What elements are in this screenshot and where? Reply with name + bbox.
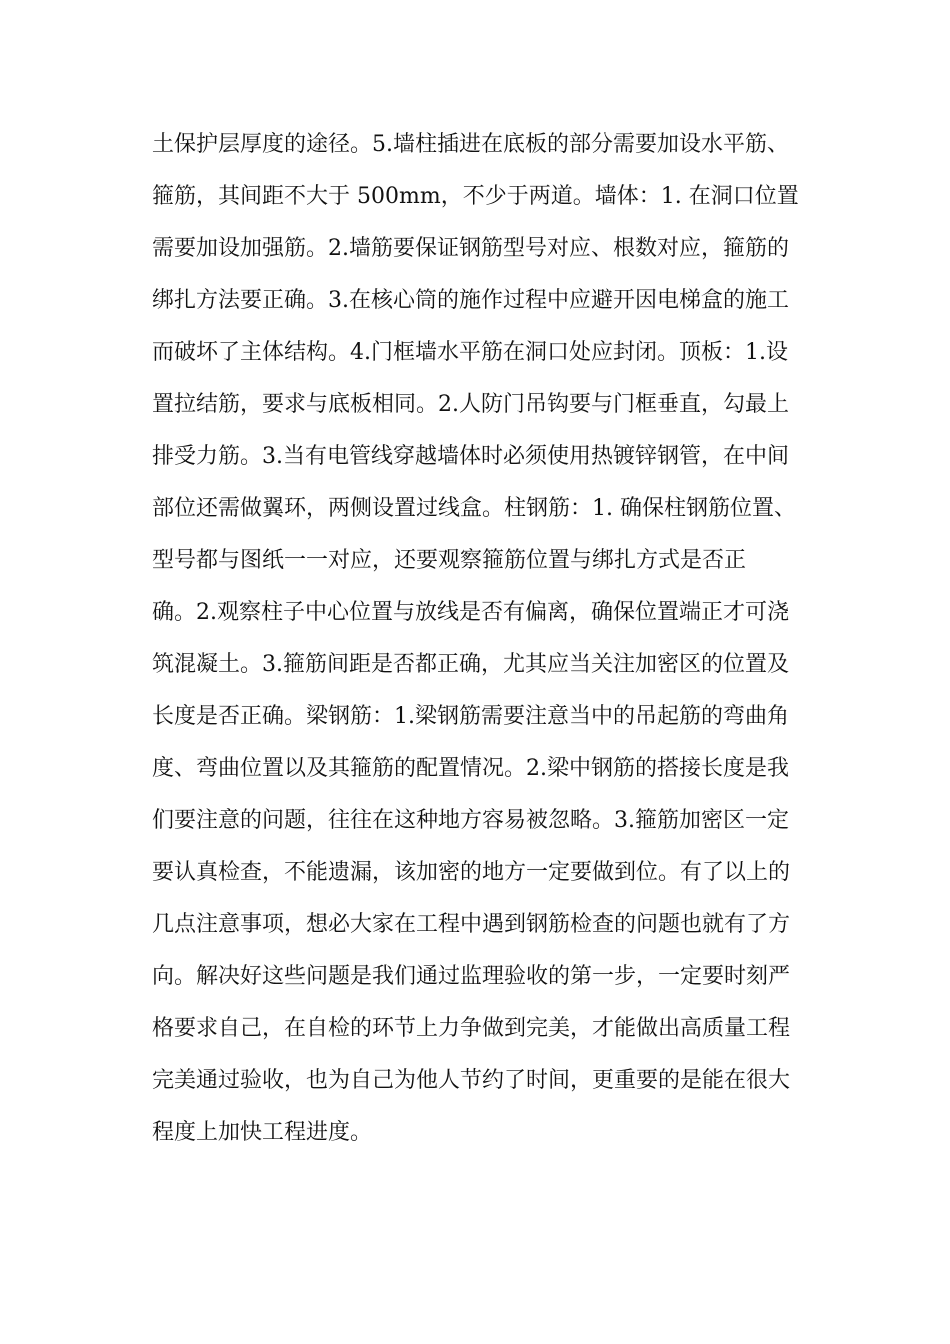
text-line: 绑扎方法要正确。3.在核心筒的施作过程中应避开因电梯盒的施工 [152,288,789,313]
text-line: 确。2.观察柱子中心位置与放线是否有偏离，确保位置端正才可浇 [152,600,789,625]
text-line: 型号都与图纸一一对应，还要观察箍筋位置与绑扎方式是否正 [152,548,747,573]
text-line: 土保护层厚度的途径。5.墙柱插进在底板的部分需要加设水平筋、 [152,132,789,157]
text-line: 几点注意事项，想必大家在工程中遇到钢筋检查的问题也就有了方 [152,912,791,937]
text-line: 完美通过验收，也为自己为他人节约了时间，更重要的是能在很大 [152,1068,791,1093]
text-line: 长度是否正确。梁钢筋：1.梁钢筋需要注意当中的吊起筋的弯曲角 [152,704,789,729]
body-paragraph [152,119,812,1159]
text-line: 置拉结筋，要求与底板相同。2.人防门吊钩要与门框垂直，勾最上 [152,392,789,417]
text-line: 格要求自己，在自检的环节上力争做到完美，才能做出高质量工程 [152,1016,791,1041]
text-line: 部位还需做翼环，两侧设置过线盒。柱钢筋：1. 确保柱钢筋位置、 [152,496,796,521]
text-line: 们要注意的问题，往往在这种地方容易被忽略。3.箍筋加密区一定 [152,808,789,833]
text-line: 程度上加快工程进度。 [152,1120,373,1145]
text-line: 而破坏了主体结构。4.门框墙水平筋在洞口处应封闭。顶板：1.设 [152,340,788,365]
text-line: 箍筋，其间距不大于 500mm，不少于两道。墙体：1. 在洞口位置 [152,184,799,209]
text-line: 向。解决好这些问题是我们通过监理验收的第一步，一定要时刻严 [152,964,791,989]
text-line: 筑混凝土。3.箍筋间距是否都正确，尤其应当关注加密区的位置及 [152,652,789,677]
text-line: 排受力筋。3.当有电管线穿越墙体时必须使用热镀锌钢管，在中间 [152,444,789,469]
text-line: 要认真检查，不能遗漏，该加密的地方一定要做到位。有了以上的 [152,860,791,885]
text-line: 需要加设加强筋。2.墙筋要保证钢筋型号对应、根数对应，箍筋的 [152,236,789,261]
text-line: 度、弯曲位置以及其箍筋的配置情况。2.梁中钢筋的搭接长度是我 [152,756,789,781]
